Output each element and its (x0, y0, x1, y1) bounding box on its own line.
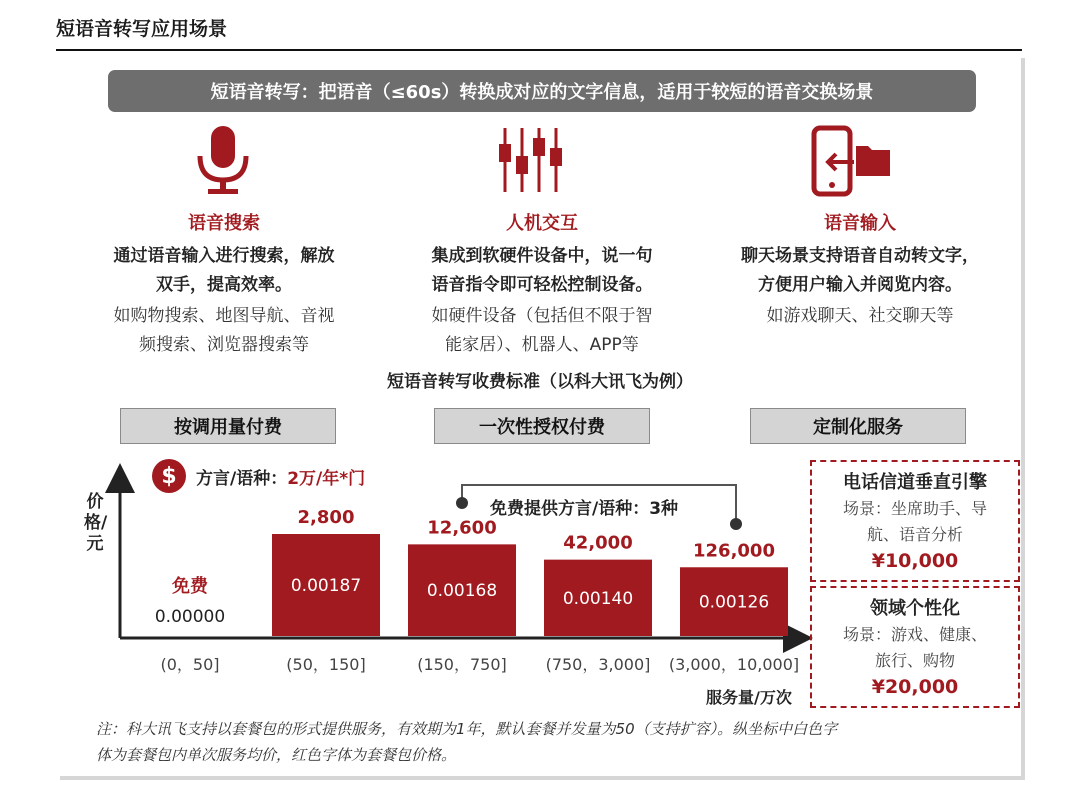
service-name: 领域个性化 (870, 598, 960, 619)
example-line: 如购物搜索、地图导航、音视 (113, 306, 335, 326)
service-name: 电话信道垂直引擎 (843, 472, 987, 493)
footnote (96, 716, 1012, 768)
x-tick-label: (3,000，10,000] (668, 655, 800, 674)
summary-banner: 短语音转写：把语音（≤60s）转换成对应的文字信息，适用于较短的语音交换场景 (108, 70, 976, 112)
unit-price-label: 0.00000 (154, 607, 226, 627)
desc-line: 集成到软硬件设备中，说一句 (431, 246, 653, 266)
custom-service-box (810, 460, 1020, 582)
x-axis-label: 服务量/万次 (706, 688, 792, 707)
package-price-label: 免费 (172, 576, 208, 597)
x-tick-label: (150，750] (417, 655, 507, 674)
free-dialect-note: 免费提供方言/语种：3种 (490, 499, 679, 519)
x-tick-label: (0，50] (160, 655, 220, 674)
category-custom-service: 定制化服务 (750, 408, 966, 444)
custom-service-box (810, 586, 1020, 708)
package-price-label: 126,000 (693, 540, 775, 562)
unit-price-label: 0.00168 (426, 581, 498, 602)
service-desc (812, 622, 1018, 674)
service-desc-line: 航、语音分析 (866, 525, 963, 544)
x-tick-label: (750，3,000] (545, 655, 651, 674)
pricing-title: 短语音转写收费标准（以科大讯飞为例） (387, 372, 693, 392)
desc-line: 双手，提高效率。 (156, 275, 292, 295)
footnote-line: 体为套餐包内单次服务均价，红色字体为套餐包价格。 (96, 746, 457, 764)
use-case-title: 人机交互 (506, 213, 578, 234)
use-case-title: 语音输入 (824, 213, 896, 234)
dialect-label: 方言/语种： (196, 469, 288, 489)
bracket-end-dot (730, 518, 742, 530)
unit-price-label: 0.00140 (562, 588, 634, 609)
desc-line: 通过语音输入进行搜索，解放 (113, 246, 335, 266)
dollar-icon: $ (152, 459, 186, 493)
service-desc-line: 场景：游戏、健康、 (842, 625, 987, 644)
example-line: 能家居）、机器人、APP等 (445, 335, 639, 355)
unit-price-label: 0.00187 (290, 576, 362, 596)
package-price-label: 12,600 (427, 517, 497, 539)
package-price-label: 2,800 (297, 507, 355, 528)
bracket-start-dot (456, 497, 468, 509)
example-line: 如硬件设备（包括但不限于智 (431, 306, 653, 326)
category-one-time-license: 一次性授权付费 (434, 408, 650, 444)
dialect-value: 2万/年*门 (287, 469, 366, 489)
service-price: ¥10,000 (871, 550, 959, 572)
desc-line: 聊天场景支持语音自动转文字， (741, 246, 979, 266)
x-tick-label: (50，150] (286, 655, 366, 674)
desc-line: 语音指令即可轻松控制设备。 (431, 275, 653, 295)
y-axis-label: 价格/元 (84, 492, 108, 554)
service-desc (812, 496, 1018, 548)
package-price-label: 42,000 (563, 532, 633, 554)
desc-line: 方便用户输入并阅览内容。 (758, 275, 962, 295)
example-line: 频搜索、浏览器搜索等 (139, 335, 309, 355)
footnote-line: 注：科大讯飞支持以套餐包的形式提供服务，有效期为1年，默认套餐并发量为50（支持扩容）。纵坐标中白色字 (96, 720, 838, 738)
service-price: ¥20,000 (871, 676, 959, 698)
service-desc-line: 旅行、购物 (874, 651, 955, 670)
category-pay-per-use: 按调用量付费 (120, 408, 336, 444)
page-title: 短语音转写应用场景 (56, 18, 228, 40)
service-desc-line: 场景：坐席助手、导 (842, 499, 987, 518)
use-case-title: 语音搜索 (188, 213, 260, 234)
unit-price-label: 0.00126 (698, 592, 770, 613)
example-line: 如游戏聊天、社交聊天等 (766, 306, 954, 326)
